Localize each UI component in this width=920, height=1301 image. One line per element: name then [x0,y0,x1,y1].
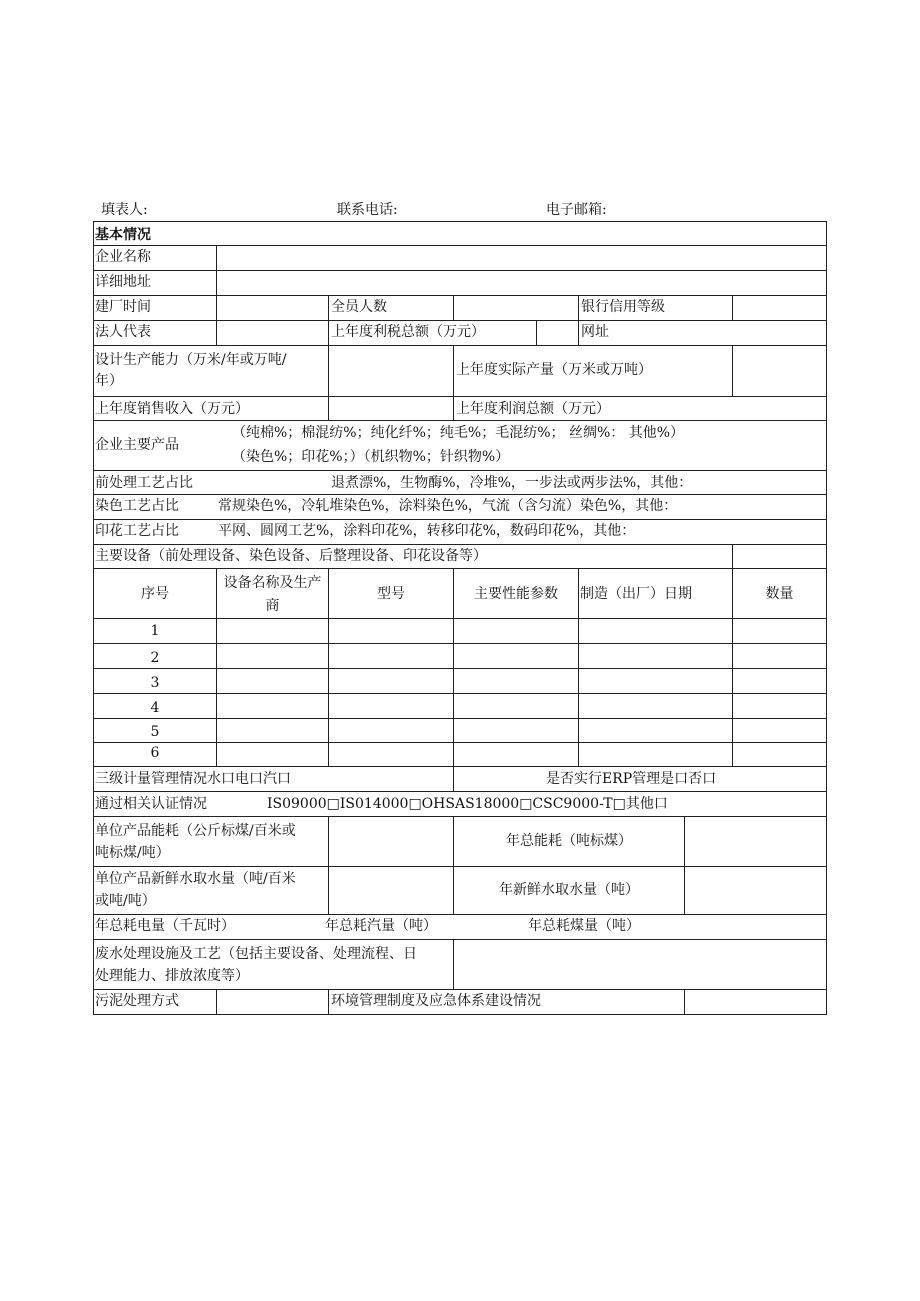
phone-label: 联系电话: [337,202,398,218]
design-capacity-label-cont: 年） [95,373,123,389]
products-ratio-line1: （纯棉%；棉混纺%；纯化纤%；纯毛%；毛混纺%； 丝绸%： 其他%） [232,425,685,441]
row-divider [93,766,827,767]
row-divider [93,939,827,940]
equipment-row-number: 1 [150,623,160,639]
row-divider [93,270,827,271]
equipment-header-qty: 数量 [765,586,794,602]
col-divider [684,989,685,1015]
col-divider [453,345,454,421]
unit-energy-label: 单位产品能耗（公斤标煤/百米或 [95,823,296,839]
steam-label: 年总耗汽量（吨） [325,918,437,934]
dyeing-desc: 常规染色%，冷轧堆染色%，涂料染色%，气流（含匀流）染色%，其他： [218,498,678,514]
equipment-row-number: 4 [150,700,160,716]
electricity-label: 年总耗电量（千瓦时） [95,918,235,934]
equipment-header-name: 设备名称及生产 [223,575,322,591]
last-year-tax-label: 上年度利税总额（万元） [331,324,485,340]
wastewater-label-cont: 处理能力、排放浓度等） [95,968,249,984]
equipment-row-number: 3 [150,675,160,691]
equipment-header-model: 型号 [377,586,405,602]
erp-label: 是否实行ERP管理是口否口 [546,771,717,787]
col-divider [216,989,217,1015]
equipment-title: 主要设备（前处理设备、染色设备、后整理设备、印花设备等） [95,548,487,564]
col-divider [328,816,329,914]
sludge-label: 污泥处理方式 [95,993,179,1009]
founded-label: 建厂时间 [95,299,151,315]
unit-water-label-cont: 或吨/吨） [95,893,156,909]
design-capacity-label: 设计生产能力（万米/年或万吨/ [95,352,287,368]
website-label: 网址 [581,324,609,340]
metering-label: 三级计量管理情况水口电口汽口 [95,771,291,787]
credit-grade-label: 银行信用等级 [581,299,665,315]
row-divider [93,791,827,792]
row-divider [93,470,827,471]
row-divider [93,519,827,520]
row-divider [93,989,827,990]
row-divider [93,816,827,817]
equipment-header-date: 制造（出厂）日期 [580,586,692,602]
col-divider [732,345,733,396]
row-divider [93,618,827,619]
row-divider [93,494,827,495]
equipment-header-name-cont: 商 [265,598,280,614]
certification-label: 通过相关认证情况 [95,796,207,812]
staff-label: 全员人数 [331,299,387,315]
wastewater-label: 废水处理设施及工艺（包括主要设备、处理流程、日 [95,946,417,962]
row-divider [93,914,827,915]
equipment-header-no: 序号 [141,586,169,602]
col-divider [732,295,733,320]
row-divider [93,295,827,296]
unit-energy-label-cont: 吨标煤/吨） [95,845,170,861]
row-divider [93,245,827,246]
coal-label: 年总耗煤量（吨） [528,918,640,934]
row-divider [93,345,827,346]
row-divider [93,568,827,569]
row-divider [93,420,827,421]
printing-label: 印花工艺占比 [95,523,179,539]
pretreat-desc: 退煮漂%，生物酶%，冷堆%，一步法或两步法%，其他： [331,475,693,491]
total-energy-label: 年总能耗（吨标煤） [506,833,632,849]
col-divider [453,939,454,989]
row-divider [93,866,827,867]
profit-label: 上年度利润总额（万元） [456,401,610,417]
col-divider [328,295,329,421]
printing-desc: 平网、圆网工艺%，涂料印花%，转移印花%，数码印花%，其他： [218,523,636,539]
dyeing-label: 染色工艺占比 [95,498,179,514]
row-divider [93,718,827,719]
row-divider [93,396,827,397]
equipment-row-number: 2 [150,650,160,666]
main-products-label: 企业主要产品 [95,437,179,453]
total-water-label: 年新鲜水取水量（吨） [499,882,639,898]
pretreat-label: 前处理工艺占比 [95,475,193,491]
filler-label: 填表人: [101,202,148,218]
col-divider [732,544,733,766]
col-divider [216,245,217,345]
col-divider [578,295,579,345]
col-divider [536,320,537,345]
legal-rep-label: 法人代表 [95,324,151,340]
unit-water-label: 单位产品新鲜水取水量（吨/百米 [95,871,296,887]
equipment-header-params: 主要性能参数 [474,586,558,602]
row-divider [93,544,827,545]
products-ratio-line2: （染色%；印花%；）（机织物%；针织物%） [232,449,510,465]
row-divider [93,668,827,669]
address-label: 详细地址 [95,274,151,290]
certification-options: IS09000□IS014000□OHSAS18000□CSC9000-T□其他口 [267,796,668,812]
equipment-row-number: 6 [150,745,160,761]
row-divider [93,693,827,694]
col-divider [684,816,685,914]
col-divider [578,568,579,766]
row-divider [93,643,827,644]
equipment-row-number: 5 [150,724,160,740]
env-mgmt-label: 环境管理制度及应急体系建设情况 [331,993,541,1009]
email-label: 电子邮箱: [546,202,607,218]
col-divider [453,295,454,320]
row-divider [93,320,827,321]
col-divider [328,989,329,1015]
company-name-label: 企业名称 [95,249,151,265]
section-title: 基本情况 [95,227,151,243]
sales-label: 上年度销售收入（万元） [95,401,249,417]
actual-output-label: 上年度实际产量（万米或万吨） [456,362,652,378]
